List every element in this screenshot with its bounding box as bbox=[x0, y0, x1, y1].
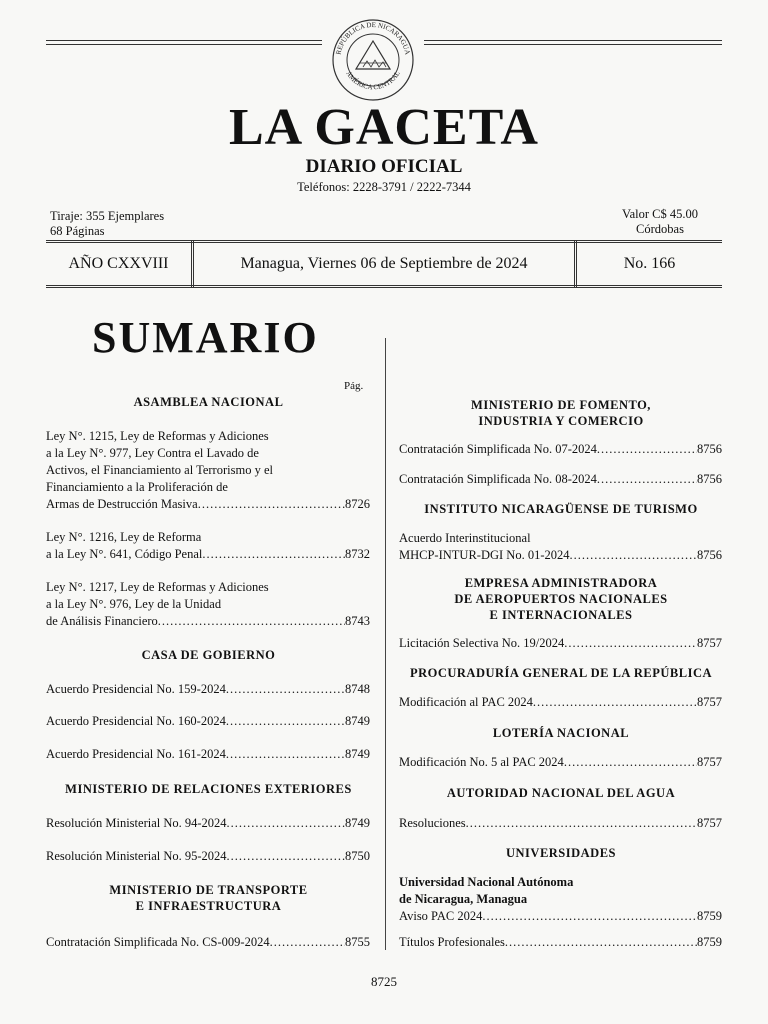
price: Valor C$ 45.00 bbox=[621, 207, 699, 221]
page-ref: 8749 bbox=[345, 816, 370, 830]
toc-entry-unan: Universidad Nacional Autónoma de Nicaragua, Managua Aviso PAC 2024 ..... 8759 bbox=[399, 874, 722, 925]
print-run: Tiraje: 355 Ejemplares bbox=[50, 209, 165, 223]
toc-entry: Resolución Ministerial No. 95-2024 ..... 8750 bbox=[46, 848, 370, 865]
page-ref: 8726 bbox=[345, 497, 370, 511]
newspaper-title: LA GACETA bbox=[229, 99, 539, 156]
toc-entry: Acuerdo Interinstitucional MHCP-INTUR-DGI No. 01-2024 ..... 8756 bbox=[399, 530, 722, 564]
issue-number: No. 166 bbox=[623, 255, 676, 272]
page-ref: 8750 bbox=[345, 849, 370, 863]
seal-top-text: REPÚBLICA DE NICARAGUA bbox=[334, 20, 412, 56]
toc-entry: Modificación al PAC 2024 ..... 8757 bbox=[399, 694, 722, 711]
page-ref: 8757 bbox=[697, 816, 722, 830]
section-heading-loteria: LOTERÍA NACIONAL bbox=[492, 726, 630, 740]
issue-info-bar bbox=[46, 240, 722, 288]
page-ref: 8756 bbox=[697, 442, 722, 456]
section-heading-procuraduria: PROCURADURÍA GENERAL DE LA REPÚBLICA bbox=[409, 666, 713, 680]
svg-text:AMÉRICA CENTRAL bbox=[344, 70, 401, 92]
page-ref: 8757 bbox=[697, 695, 722, 709]
sumario-title: SUMARIO bbox=[92, 313, 319, 362]
section-heading-aeropuertos: EMPRESA ADMINISTRADORA DE AEROPUERTOS NACIONALES E INTERNACIONALES bbox=[454, 576, 668, 622]
toc-entry: Contratación Simplificada No. CS-009-2024 ..... 8755 bbox=[46, 934, 370, 951]
issue-date: Managua, Viernes 06 de Septiembre de 2024 bbox=[240, 255, 528, 272]
section-heading-casa-gobierno: CASA DE GOBIERNO bbox=[141, 648, 276, 662]
info-bar-divider bbox=[191, 240, 194, 288]
seal-bottom-text: AMÉRICA CENTRAL bbox=[344, 69, 402, 92]
page-ref: 8749 bbox=[345, 747, 370, 761]
page-ref: 8748 bbox=[345, 682, 370, 696]
page-ref: 8756 bbox=[697, 548, 722, 562]
toc-entry: Licitación Selectiva No. 19/2024 ..... 8757 bbox=[399, 635, 722, 652]
page-ref: 8743 bbox=[345, 614, 370, 628]
page-ref: 8756 bbox=[697, 472, 722, 486]
section-heading-turismo: INSTITUTO NICARAGÜENSE DE TURISMO bbox=[424, 502, 698, 516]
currency: Córdobas bbox=[636, 222, 684, 236]
toc-entry: Acuerdo Presidencial No. 160-2024 ..... 8749 bbox=[46, 713, 370, 730]
section-heading-fomento: MINISTERIO DE FOMENTO, INDUSTRIA Y COMERCIO bbox=[471, 398, 651, 428]
info-bar-divider bbox=[574, 240, 577, 288]
section-heading-agua: AUTORIDAD NACIONAL DEL AGUA bbox=[446, 786, 676, 800]
page-ref: 8755 bbox=[345, 935, 370, 949]
toc-entry-ley-1216: Ley N°. 1216, Ley de Reforma a la Ley N°. 641, Código Penal ..... 8732 bbox=[46, 529, 370, 563]
section-heading-relaciones-exteriores: MINISTERIO DE RELACIONES EXTERIORES bbox=[65, 782, 352, 796]
section-heading-transporte: MINISTERIO DE TRANSPORTE E INFRAESTRUCTURA bbox=[109, 883, 308, 913]
issue-year: AÑO CXXVIII bbox=[68, 255, 169, 272]
page-count: 68 Páginas bbox=[50, 224, 105, 238]
toc-entry-ley-1217: Ley N°. 1217, Ley de Reformas y Adiciones a la Ley N°. 976, Ley de la Unidad de Análisis Financiero ..... 8743 bbox=[46, 579, 370, 630]
toc-entry: Contratación Simplificada No. 08-2024 ..... 8756 bbox=[399, 471, 722, 488]
page-ref: 8757 bbox=[697, 755, 722, 769]
toc-entry: Resolución Ministerial No. 94-2024 ..... 8749 bbox=[46, 815, 370, 832]
page-ref: 8749 bbox=[345, 714, 370, 728]
toc-entry-ley-1215: Ley N°. 1215, Ley de Reformas y Adiciones a la Ley N°. 977, Ley Contra el Lavado de Activos, el Financiamiento al Terrorismo y el Financiamiento a la Proliferación de Armas de Destrucción Masiva ..... 8726 bbox=[46, 428, 370, 513]
toc-entry: Resoluciones ..... 8757 bbox=[399, 815, 722, 832]
national-seal-icon bbox=[330, 17, 416, 103]
page-number: 8725 bbox=[371, 974, 397, 989]
page-ref: 8759 bbox=[697, 909, 722, 923]
toc-entry: Modificación No. 5 al PAC 2024 ..... 8757 bbox=[399, 754, 722, 771]
page-ref: 8757 bbox=[697, 636, 722, 650]
phone-numbers: Teléfonos: 2228-3791 / 2222-7344 bbox=[297, 180, 471, 194]
page-ref: 8732 bbox=[345, 547, 370, 561]
section-heading-asamblea: ASAMBLEA NACIONAL bbox=[133, 395, 284, 409]
toc-entry: Títulos Profesionales ..... 8759 bbox=[399, 934, 722, 951]
column-divider bbox=[385, 338, 386, 950]
toc-entry: Acuerdo Presidencial No. 159-2024 ..... 8748 bbox=[46, 681, 370, 698]
toc-entry: Contratación Simplificada No. 07-2024 ..... 8756 bbox=[399, 441, 722, 458]
section-heading-universidades: UNIVERSIDADES bbox=[506, 846, 616, 860]
toc-entry: Acuerdo Presidencial No. 161-2024 ..... 8749 bbox=[46, 746, 370, 763]
page-column-label: Pág. bbox=[344, 380, 364, 392]
svg-text:REPÚBLICA DE NICARAGUA bbox=[334, 21, 411, 55]
newspaper-subtitle: DIARIO OFICIAL bbox=[305, 156, 463, 177]
page-ref: 8759 bbox=[697, 935, 722, 949]
